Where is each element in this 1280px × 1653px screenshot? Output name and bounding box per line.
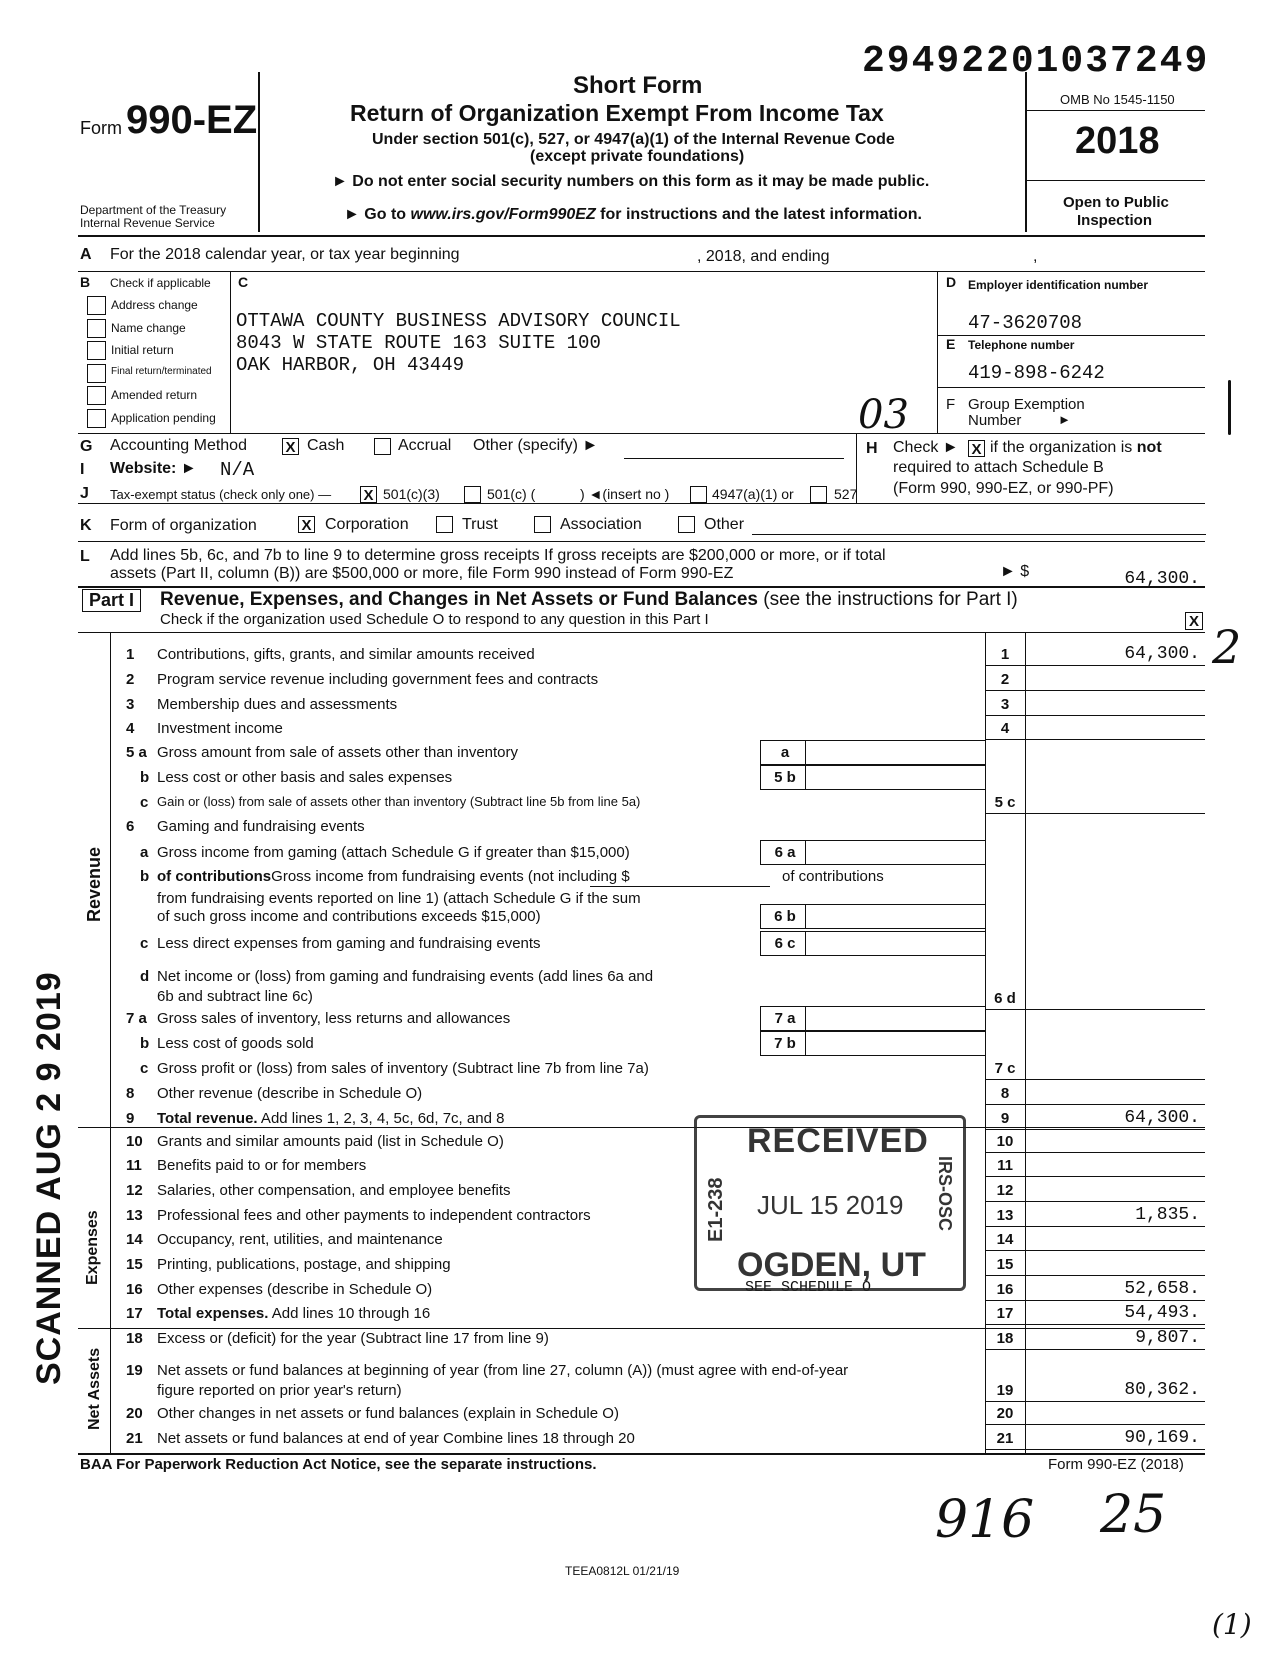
box-b-checkbox-2[interactable]: [87, 319, 106, 338]
line-a-text3: ,: [1033, 248, 1038, 265]
short-form-label: Short Form: [573, 72, 703, 99]
l6a-number: a: [140, 844, 149, 861]
expenses-side-label: Expenses: [84, 1210, 101, 1285]
box-b-checkbox-6[interactable]: [87, 409, 106, 428]
l13-amount[interactable]: 1,835.: [1135, 1205, 1200, 1225]
handwritten-03: 03: [858, 392, 909, 438]
l6b-sub-label: 6 b: [774, 908, 796, 925]
l6d-box-label: 6 d: [994, 990, 1016, 1007]
org-address1: 8043 W STATE ROUTE 163 SUITE 100: [236, 332, 601, 354]
line-h-text2: required to attach Schedule B: [893, 459, 1104, 476]
l4-box-label: 4: [1000, 720, 1010, 737]
l20-description: Other changes in net assets or fund balances (explain in Schedule O): [157, 1405, 619, 1422]
other-org-label: Other: [704, 516, 745, 533]
line-k-letter: K: [80, 517, 92, 534]
box-b-label-6: Application pending: [111, 410, 216, 425]
phone-label: Telephone number: [968, 338, 1075, 352]
document-locator-number: 29492201037249: [862, 40, 1210, 83]
l19-amount[interactable]: 80,362.: [1124, 1380, 1200, 1400]
line-h-check: Check ►: [893, 439, 959, 456]
group-exemption-arrow: ►: [1058, 412, 1071, 427]
stamp-left-code: E1-238: [705, 1177, 727, 1242]
box-b-checkbox-5[interactable]: [87, 386, 106, 405]
527-checkbox[interactable]: [810, 486, 827, 503]
box-b-title: Check if applicable: [110, 276, 211, 290]
box-b-label-2: Name change: [111, 320, 186, 335]
form-of-org-label: Form of organization: [110, 517, 257, 534]
l2-description: Program service revenue including government fees and contracts: [157, 671, 599, 688]
line-g-letter: G: [80, 438, 93, 455]
4947-label: 4947(a)(1) or: [712, 486, 794, 502]
l6b-description-3: of such gross income and contributions exceeds $15,000): [157, 908, 541, 925]
l10-number: 10: [126, 1133, 143, 1150]
other-specify-label: Other (specify) ►: [473, 437, 599, 454]
l5b-description: Less cost or other basis and sales expenses: [157, 769, 453, 786]
accounting-method-label: Accounting Method: [110, 437, 247, 454]
l6b-number: b: [140, 868, 150, 885]
l17-number: 17: [126, 1305, 143, 1322]
l4-description: Investment income: [157, 720, 283, 737]
line-h-letter: H: [866, 440, 878, 457]
l21-number: 21: [126, 1430, 143, 1447]
l17-amount[interactable]: 54,493.: [1124, 1303, 1200, 1323]
box-b-label-3: Initial return: [111, 343, 174, 357]
l14-description: Occupancy, rent, utilities, and maintenance: [157, 1231, 443, 1248]
line-l-text1: Add lines 5b, 6c, and 7b to line 9 to determine gross receipts If gross receipts are $200,000 or more, or if total: [110, 547, 886, 564]
l3-description: Membership dues and assessments: [157, 696, 398, 713]
l12-number: 12: [126, 1182, 143, 1199]
l10-description: Grants and similar amounts paid (list in Schedule O): [157, 1133, 504, 1150]
l6a-sub-label: 6 a: [774, 844, 796, 861]
box-b-label-5: Amended return: [111, 388, 198, 402]
l6-number: 6: [126, 818, 135, 835]
association-checkbox[interactable]: [534, 516, 551, 533]
net-assets-side-label: Net Assets: [86, 1347, 103, 1430]
l7c-number: c: [140, 1060, 149, 1077]
form-prefix: Form: [80, 118, 122, 138]
501c-checkbox[interactable]: [464, 486, 481, 503]
line-l-letter: L: [80, 548, 90, 565]
l1-box-label: 1: [1000, 646, 1010, 663]
tax-year: 2018: [1075, 120, 1160, 162]
l18-number: 18: [126, 1330, 143, 1347]
l19-number: 19: [126, 1362, 143, 1379]
footer-baa: BAA For Paperwork Reduction Act Notice, see the separate instructions.: [80, 1456, 597, 1473]
l15-box-label: 15: [996, 1256, 1014, 1273]
l7a-number: 7 a: [126, 1010, 147, 1027]
schedule-b-checkbox[interactable]: X: [968, 440, 985, 457]
org-name: OTTAWA COUNTY BUSINESS ADVISORY COUNCIL: [236, 310, 681, 332]
dept-line2: Internal Revenue Service: [80, 216, 215, 230]
form-subtitle2: (except private foundations): [530, 148, 745, 165]
l11-number: 11: [126, 1157, 142, 1174]
footer-form-id: Form 990-EZ (2018): [1048, 1456, 1184, 1473]
l13-description: Professional fees and other payments to independent contractors: [157, 1207, 591, 1224]
4947-checkbox[interactable]: [690, 486, 707, 503]
l5c-number: c: [140, 794, 149, 811]
org-address2: OAK HARBOR, OH 43449: [236, 354, 465, 376]
l6b-description-b: of contributions: [782, 868, 884, 885]
box-d-letter: D: [946, 274, 957, 290]
website-label: Website: ►: [110, 460, 197, 477]
l18-box-label: 18: [996, 1330, 1014, 1347]
box-f-letter: F: [946, 396, 956, 413]
l6-description: Gaming and fundraising events: [157, 818, 365, 835]
l6c-description: Less direct expenses from gaming and fundraising events: [157, 935, 541, 952]
l7c-box-label: 7 c: [994, 1060, 1016, 1077]
box-e-letter: E: [946, 336, 956, 352]
l9-number: 9: [126, 1110, 135, 1127]
received-stamp: [694, 1115, 966, 1291]
l21-amount[interactable]: 90,169.: [1124, 1428, 1200, 1448]
l6d-number: d: [140, 968, 150, 985]
l10-box-label: 10: [996, 1133, 1014, 1150]
inspection-label: Inspection: [1077, 212, 1153, 229]
association-label: Association: [560, 516, 642, 533]
stamp-city: OGDEN, UT: [737, 1246, 926, 1284]
accrual-checkbox[interactable]: [374, 438, 391, 455]
l13-number: 13: [126, 1207, 143, 1224]
l4-number: 4: [126, 720, 135, 737]
l16-see-schedule: SEE SCHEDULE O: [745, 1279, 872, 1296]
l6b-description: of contributionsGross income from fundraising events (not including $: [157, 868, 630, 885]
corporation-label: Corporation: [325, 516, 409, 533]
box-b-label-1: Address change: [111, 298, 198, 312]
trust-checkbox[interactable]: [436, 516, 453, 533]
l18-amount[interactable]: 9,807.: [1135, 1328, 1200, 1348]
l9-box-label: 9: [1000, 1110, 1010, 1127]
box-b-checkbox-1[interactable]: [87, 296, 106, 315]
l7c-description: Gross profit or (loss) from sales of inventory (Subtract line 7b from line 7a): [157, 1060, 649, 1077]
line-j-letter: J: [80, 485, 89, 502]
l21-box-label: 21: [996, 1430, 1014, 1447]
form-title: Return of Organization Exempt From Income Tax: [350, 100, 884, 126]
l11-description: Benefits paid to or for members: [157, 1157, 367, 1174]
stamp-date: JUL 15 2019: [757, 1190, 904, 1220]
l16-description: Other expenses (describe in Schedule O): [157, 1281, 433, 1298]
501c3-label: 501(c)(3): [383, 486, 440, 502]
part1-label: Part I: [82, 589, 141, 612]
open-to-public: Open to Public: [1063, 194, 1169, 211]
form-subtitle1: Under section 501(c), 527, or 4947(a)(1) of the Internal Revenue Code: [372, 131, 895, 148]
line-a-text1: For the 2018 calendar year, or tax year beginning: [110, 246, 460, 263]
l16-box-label: 16: [996, 1281, 1014, 1298]
cash-label: Cash: [307, 437, 345, 454]
part1-check-text: Check if the organization used Schedule O to respond to any question in this Part I: [160, 611, 709, 628]
l7b-sub-label: 7 b: [774, 1035, 796, 1052]
website-value: N/A: [220, 459, 255, 481]
l20-box-label: 20: [996, 1405, 1014, 1422]
l5b-sub-label: 5 b: [774, 769, 796, 786]
box-b-letter: B: [80, 274, 91, 290]
box-b-label-4: Final return/terminated: [111, 365, 212, 377]
l6c-sub-label: 6 c: [774, 935, 796, 952]
l5a-description: Gross amount from sale of assets other than inventory: [157, 744, 519, 761]
gross-receipts-value: 64,300.: [1124, 569, 1200, 589]
l19-description: Net assets or fund balances at beginning of year (from line 27, column (A)) (must agree with end-of-year: [157, 1362, 849, 1379]
line-h-text3: (Form 990, 990-EZ, or 990-PF): [893, 480, 1114, 497]
line-i-letter: I: [80, 461, 85, 478]
l17-box-label: 17: [996, 1305, 1014, 1322]
l2-number: 2: [126, 671, 135, 688]
revenue-side-label: Revenue: [84, 846, 104, 922]
l5c-box-label: 5 c: [994, 794, 1016, 811]
l19-box-label: 19: [996, 1382, 1014, 1399]
group-exemption-label2: Number: [968, 412, 1022, 429]
l5c-description: Gain or (loss) from sale of assets other than inventory (Subtract line 5b from line 5a): [157, 794, 641, 809]
stamp-right-code: IRS-OSC: [935, 1156, 955, 1232]
l13-box-label: 13: [996, 1207, 1014, 1224]
l14-number: 14: [126, 1231, 143, 1248]
l1-amount[interactable]: 64,300.: [1124, 644, 1200, 664]
corporation-checkbox[interactable]: X: [298, 516, 315, 533]
l1-description: Contributions, gifts, grants, and similar amounts received: [157, 646, 535, 663]
footer-code: TEEA0812L 01/21/19: [565, 1564, 680, 1578]
handwritten-stroke: [1228, 380, 1231, 435]
l15-description: Printing, publications, postage, and shipping: [157, 1256, 451, 1273]
ein-label: Employer identification number: [968, 278, 1149, 292]
omb-number: OMB No 1545-1150: [1060, 92, 1175, 107]
l5a-sub-label: a: [780, 744, 790, 761]
dept-line1: Department of the Treasury: [80, 203, 227, 217]
l12-description: Salaries, other compensation, and employee benefits: [157, 1182, 511, 1199]
tax-exempt-label: Tax-exempt status (check only one) —: [110, 487, 332, 502]
ssn-notice: ► Do not enter social security numbers on this form as it may be made public.: [332, 173, 930, 190]
accrual-label: Accrual: [398, 437, 452, 454]
l16-amount[interactable]: 52,658.: [1124, 1279, 1200, 1299]
l5a-number: 5 a: [126, 744, 147, 761]
l6b-description-2: from fundraising events reported on line 1) (attach Schedule G if the sum: [157, 890, 641, 907]
l11-box-label: 11: [997, 1157, 1013, 1174]
l12-box-label: 12: [996, 1182, 1014, 1199]
ein-value: 47-3620708: [968, 312, 1083, 334]
form-number: 990-EZ: [126, 98, 258, 142]
handwritten-page-mark: (1): [1212, 1608, 1252, 1641]
l9-amount[interactable]: 64,300.: [1124, 1108, 1200, 1128]
l15-number: 15: [126, 1256, 143, 1273]
line-h-text1: if the organization is not: [990, 439, 1162, 456]
l7b-number: b: [140, 1035, 150, 1052]
box-c-letter: C: [238, 274, 249, 290]
irs-link-notice: ► Go to www.irs.gov/Form990EZ for instructions and the latest information.: [344, 206, 922, 223]
l21-description: Net assets or fund balances at end of year Combine lines 18 through 20: [157, 1430, 635, 1447]
l8-description: Other revenue (describe in Schedule O): [157, 1085, 423, 1102]
l1-number: 1: [126, 646, 135, 663]
trust-label: Trust: [462, 516, 498, 533]
line-a-letter: A: [80, 246, 92, 263]
l7a-description: Gross sales of inventory, less returns and allowances: [157, 1010, 511, 1027]
l6d-description: Net income or (loss) from gaming and fundraising events (add lines 6a and: [157, 968, 654, 985]
l20-number: 20: [126, 1405, 143, 1422]
stamp-received: RECEIVED: [747, 1122, 929, 1160]
l14-box-label: 14: [996, 1231, 1014, 1248]
other-org-checkbox[interactable]: [678, 516, 695, 533]
l17-description: Total expenses. Add lines 10 through 16: [157, 1305, 431, 1322]
l18-description: Excess or (deficit) for the year (Subtract line 17 from line 9): [157, 1330, 549, 1347]
line-l-arrow: ► $: [1000, 563, 1030, 580]
l19-description-2: figure reported on prior year's return): [157, 1382, 402, 1399]
handwritten-25: 25: [1100, 1485, 1167, 1545]
501c-insert: ) ◄(insert no ): [580, 486, 670, 502]
l3-number: 3: [126, 696, 135, 713]
l3-box-label: 3: [1000, 696, 1010, 713]
part1-title: Revenue, Expenses, and Changes in Net Assets or Fund Balances (see the instructions for Part I): [160, 589, 1018, 610]
501c3-checkbox[interactable]: X: [360, 486, 377, 503]
line-a-text2: , 2018, and ending: [697, 248, 830, 265]
527-label: 527: [834, 486, 858, 502]
l2-box-label: 2: [1000, 671, 1010, 688]
l8-box-label: 8: [1000, 1085, 1010, 1102]
line-l-text2: assets (Part II, column (B)) are $500,000 or more, file Form 990 instead of Form 990-EZ: [110, 565, 734, 582]
scanned-stamp: SCANNED AUG 2 9 2019: [30, 971, 68, 1385]
group-exemption-label1: Group Exemption: [968, 396, 1085, 413]
l5b-number: b: [140, 769, 150, 786]
box-b-checkbox-3[interactable]: [87, 341, 106, 360]
handwritten-916: 916: [935, 1490, 1035, 1550]
schedule-o-checkbox[interactable]: X: [1185, 612, 1203, 630]
phone-value: 419-898-6242: [968, 362, 1105, 384]
cash-checkbox[interactable]: X: [282, 438, 299, 455]
l7a-sub-label: 7 a: [774, 1010, 796, 1027]
l9-description: Total revenue. Add lines 1, 2, 3, 4, 5c, 6d, 7c, and 8: [157, 1110, 505, 1127]
l6c-number: c: [140, 935, 149, 952]
501c-label: 501(c) (: [487, 486, 536, 502]
l8-number: 8: [126, 1085, 135, 1102]
l6d-description-2: 6b and subtract line 6c): [157, 988, 313, 1005]
handwritten-2: 2: [1212, 620, 1242, 674]
l16-number: 16: [126, 1281, 143, 1298]
l7b-description: Less cost of goods sold: [157, 1035, 314, 1052]
l6a-description: Gross income from gaming (attach Schedule G if greater than $15,000): [157, 844, 630, 861]
box-b-checkbox-4[interactable]: [87, 364, 106, 383]
